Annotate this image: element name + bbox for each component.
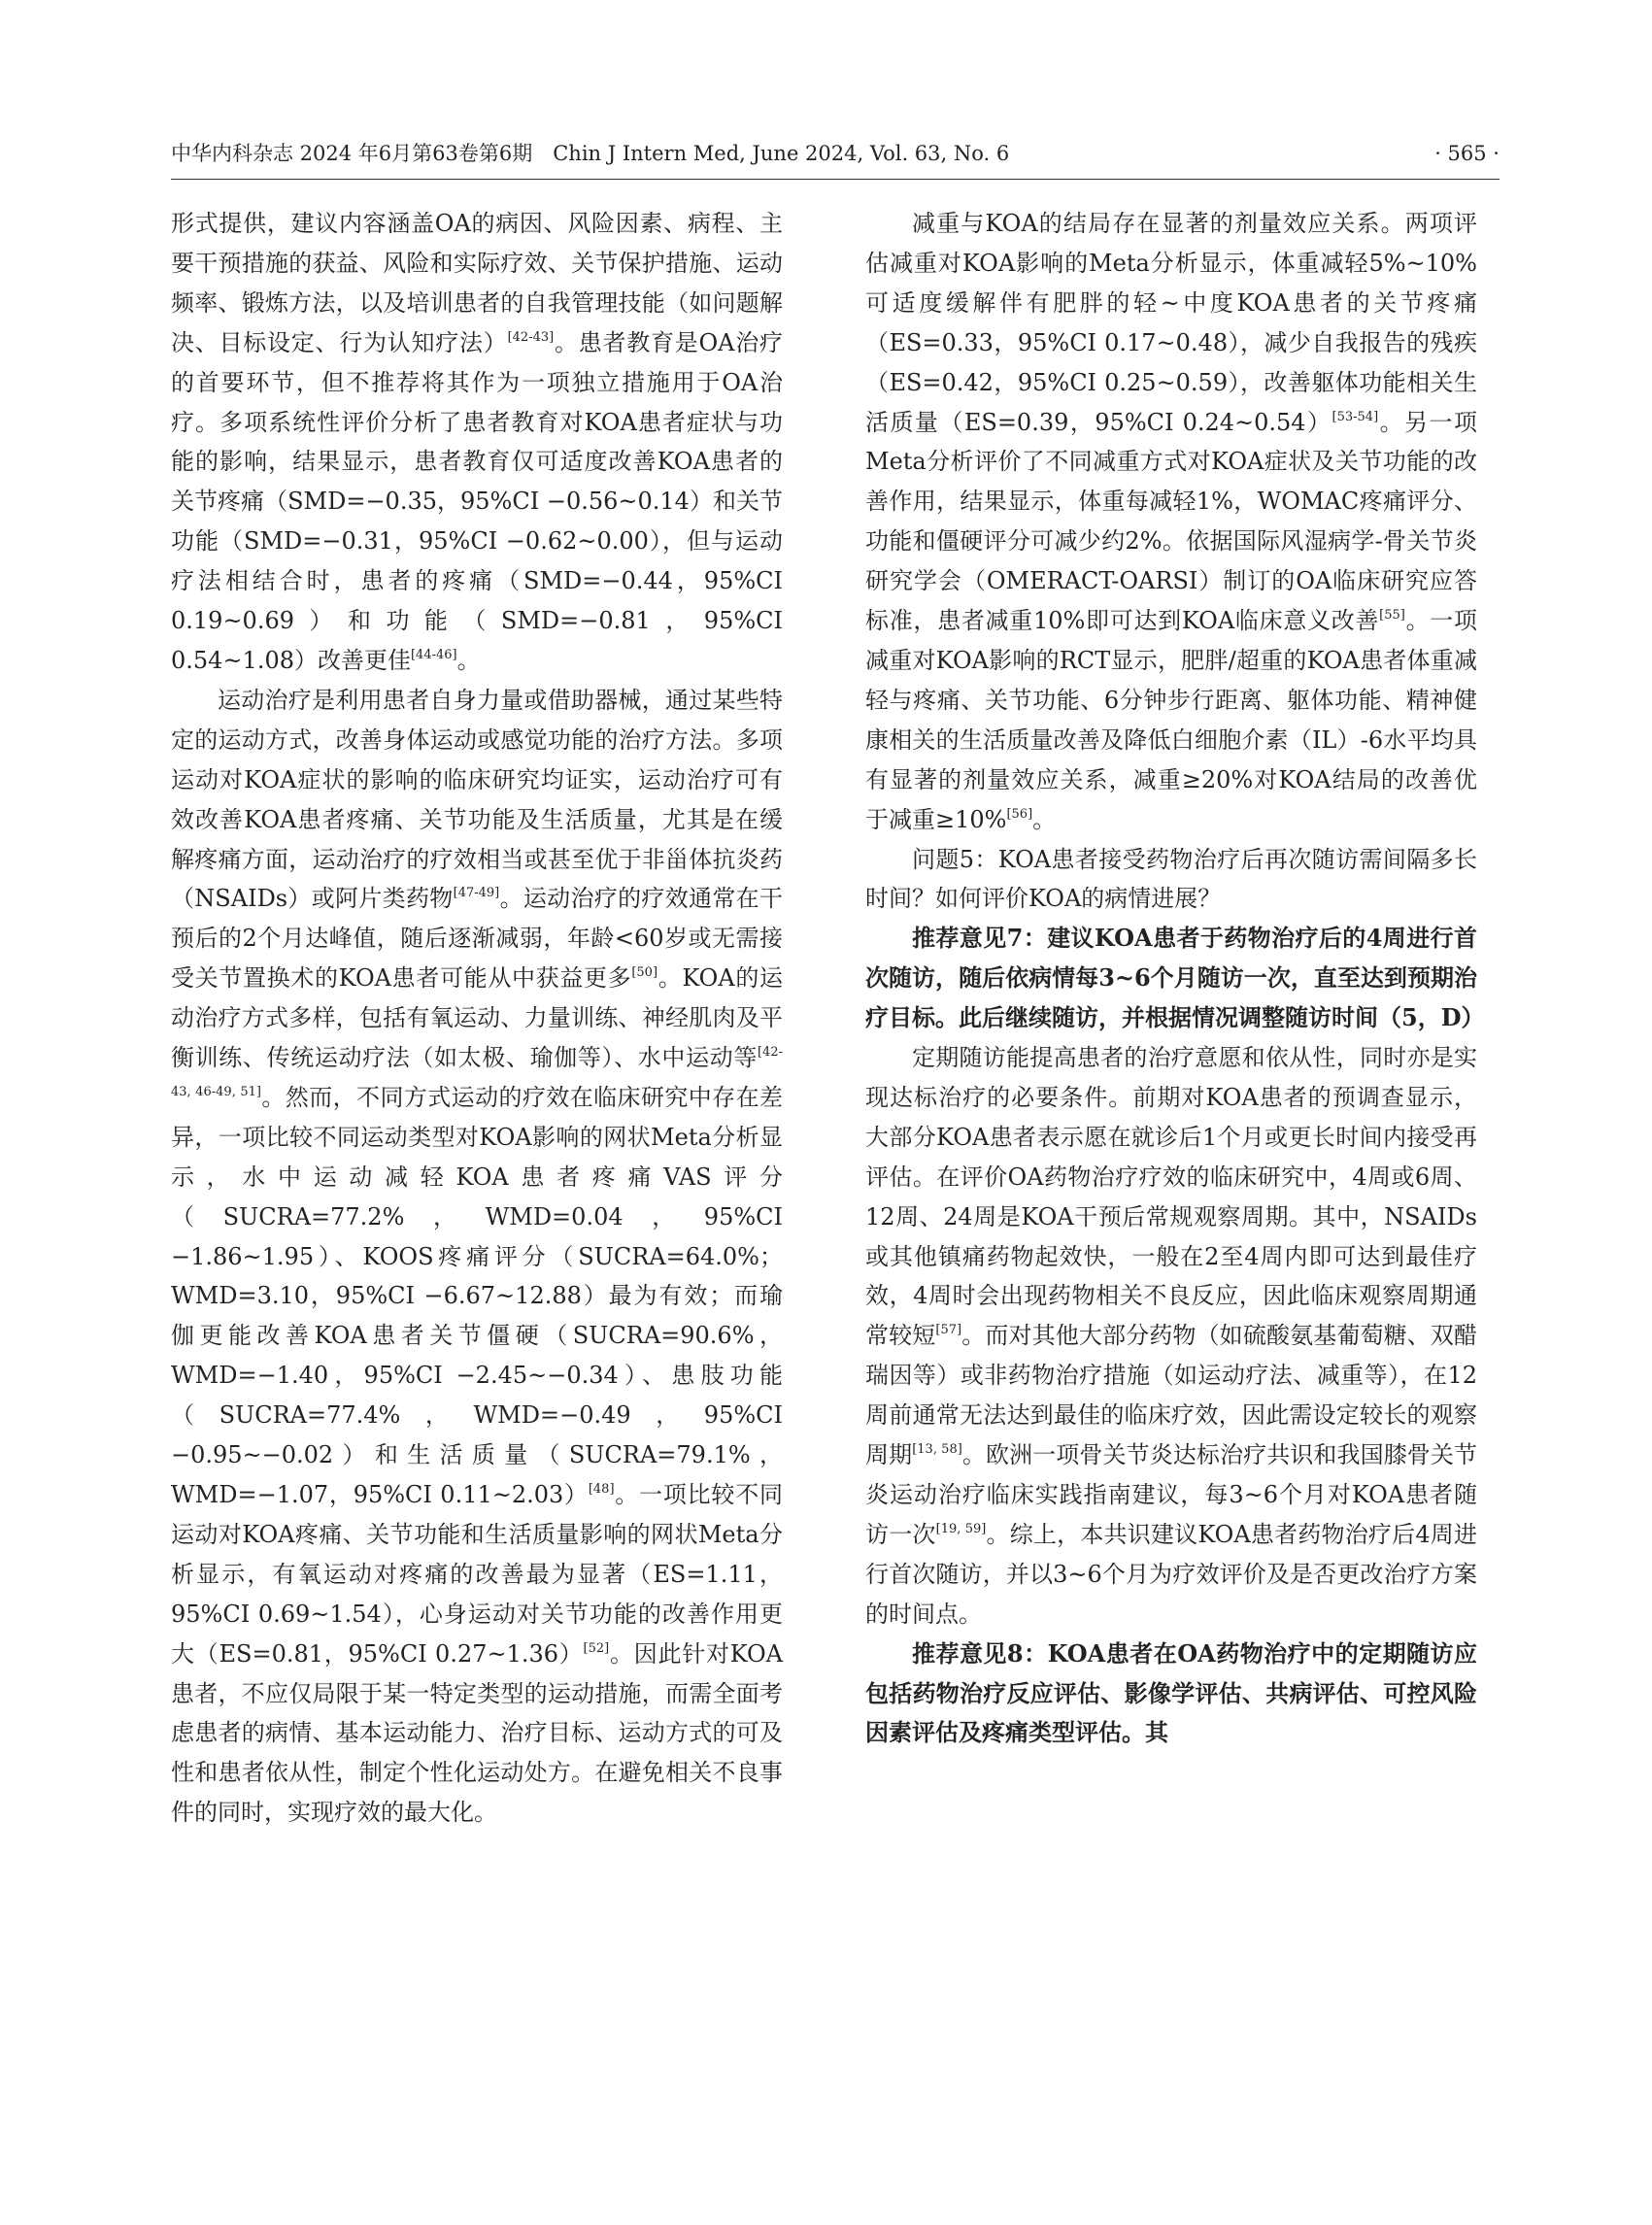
paragraph-follow-up: 定期随访能提高患者的治疗意愿和依从性，同时亦是实现达标治疗的必要条件。前期对KOA患者的预调查显示，大部分KOA患者表示愿在就诊后1个月或更长时间内接受再评估。在评价OA药物治疗疗效的临床研究中，4周或6周、12周、24周是KOA干预后常规观察周期。其中，NSAIDs或其他镇痛药物起效快，一般在2至4周内即可达到最佳疗效，4周时会出现药物相关不良反应，因此临床观察周期通常较短[57]。而对其他大部分药物（如硫酸氨基葡萄糖、双醋瑞因等）或非药物治疗措施（如运动疗法、减重等），在12周前通常无法达到最佳的临床疗效，因此需设定较长的观察周期[13, 58]。欧洲一项骨关节炎达标治疗共识和我国膝骨关节炎运动治疗临床实践指南建议，每3~6个月对KOA患者随访一次[19, 59]。综上，本共识建议KOA患者药物治疗后4周进行首次随访，并以3~6个月为疗效评价及是否更改治疗方案的时间点。 — [865, 1044, 1478, 1628]
citation: [53-54] — [1332, 409, 1379, 424]
paragraph-weight-loss: 减重与KOA的结局存在显著的剂量效应关系。两项评估减重对KOA影响的Meta分析显示，体重减轻5%~10%可适度缓解伴有肥胖的轻~中度KOA患者的关节疼痛（ES=0.33，95%CI 0.17~0.48），减少自我报告的残疾（ES=0.42，95%CI 0.25~0.59），改善躯体功能相关生活质量（ES=0.39，95%CI 0.24~0.54）[53-54]。另一项Meta分析评价了不同减重方式对KOA症状及关节功能的改善作用，结果显示，体重每减轻1%，WOMAC疼痛评分、功能和僵硬评分可减少约2%。依据国际风湿病学-骨关节炎研究学会（OMERACT-OARSI）制订的OA临床研究应答标准，患者减重10%即可达到KOA临床意义改善[55]。一项减重对KOA影响的RCT显示，肥胖/超重的KOA患者体重减轻与疼痛、关节功能、6分钟步行距离、躯体功能、精神健康相关的生活质量改善及降低白细胞介素（IL）-6水平均具有显著的剂量效应关系，减重≥20%对KOA结局的改善优于减重≥10%[56]。 — [865, 210, 1478, 833]
paragraph-exercise-therapy: 运动治疗是利用患者自身力量或借助器械，通过某些特定的运动方式，改善身体运动或感觉功能的治疗方法。多项运动对KOA症状的影响的临床研究均证实，运动治疗可有效改善KOA患者疼痛、关节功能及生活质量，尤其是在缓解疼痛方面，运动治疗的疗效相当或甚至优于非甾体抗炎药（NSAIDs）或阿片类药物[47-49]。运动治疗的疗效通常在干预后的2个月达峰值，随后逐渐减弱，年龄<60岁或无需接受关节置换术的KOA患者可能从中获益更多[50]。KOA的运动治疗方式多样，包括有氧运动、力量训练、神经肌肉及平衡训练、传统运动疗法（如太极、瑜伽等）、水中运动等[42-43, 46-49, 51]。然而，不同方式运动的疗效在临床研究中存在差异，一项比较不同运动类型对KOA影响的网状Meta分析显示，水中运动减轻KOA患者疼痛VAS评分（SUCRA=77.2%，WMD=0.04，95%CI −1.86~1.95）、KOOS疼痛评分（SUCRA=64.0%；WMD=3.10，95%CI −6.67~12.88）最为有效；而瑜伽更能改善KOA患者关节僵硬（SUCRA=90.6%，WMD=−1.40，95%CI −2.45~−0.34）、患肢功能（SUCRA=77.4%，WMD=−0.49，95%CI −0.95~−0.02）和生活质量（SUCRA=79.1%，WMD=−1.07，95%CI 0.11~2.03）[48]。一项比较不同运动对KOA疼痛、关节功能和生活质量影响的网状Meta分析显示，有氧运动对疼痛的改善最为显著（ES=1.11，95%CI 0.69~1.54），心身运动对关节功能的改善作用更大（ES=0.81，95%CI 0.27~1.36）[52]。因此针对KOA患者，不应仅局限于某一特定类型的运动措施，而需全面考虑患者的病情、基本运动能力、治疗目标、运动方式的可及性和患者依从性，制定个性化运动处方。在避免相关不良事件的同时，实现疗效的最大化。 — [171, 686, 784, 1827]
header-rule — [171, 179, 1500, 180]
citation: [47-49] — [453, 886, 500, 901]
citation: [55] — [1379, 608, 1405, 624]
recommendation-7: 推荐意见7：建议KOA患者于药物治疗后的4周进行首次随访，随后依病情每3~6个月随访一次，直至达到预期治疗目标。此后继续随访，并根据情况调整随访时间（5，D） — [865, 924, 1485, 1032]
citation: [42-43, 46-49, 51] — [171, 1045, 783, 1099]
citation: [57] — [935, 1323, 962, 1338]
citation: [50] — [631, 965, 658, 981]
citation: [19, 59] — [935, 1521, 987, 1536]
right-column — [865, 204, 1485, 1753]
citation: [48] — [588, 1482, 615, 1497]
paragraph-patient-education: 形式提供，建议内容涵盖OA的病因、风险因素、病程、主要干预措施的获益、风险和实际疗效、关节保护措施、运动频率、锻炼方法，以及培训患者的自我管理技能（如问题解决、目标设定、行为认知疗法）[42-43]。患者教育是OA治疗的首要环节，但不推荐将其作为一项独立措施用于OA治疗。多项系统性评价分析了患者教育对KOA患者症状与功能的影响，结果显示，患者教育仅可适度改善KOA患者的关节疼痛（SMD=−0.35，95%CI −0.56~0.14）和关节功能（SMD=−0.31，95%CI −0.62~0.00），但与运动疗法相结合时，患者的疼痛（SMD=−0.44，95%CI 0.19~0.69）和功能（SMD=−0.81，95%CI 0.54~1.08）改善更佳[44-46]。 — [171, 210, 784, 674]
left-column — [171, 204, 783, 1833]
running-header — [171, 134, 1500, 173]
question-5: 问题5：KOA患者接受药物治疗后再次随访需间隔多长时间？如何评价KOA的病情进展？ — [865, 845, 1477, 913]
citation: [13, 58] — [912, 1442, 962, 1458]
journal-citation: 中华内科杂志 2024 年6月第63卷第6期 Chin J Intern Med, June 2024, Vol. 63, No. 6 — [171, 142, 1010, 165]
page-number: · 565 · — [1434, 142, 1500, 165]
citation: [42-43] — [507, 329, 555, 345]
citation: [52] — [583, 1640, 610, 1656]
citation: [56] — [1006, 806, 1033, 822]
citation: [44-46] — [410, 647, 457, 662]
recommendation-8: 推荐意见8：KOA患者在OA药物治疗中的定期随访应包括药物治疗反应评估、影像学评估、共病评估、可控风险因素评估及疼痛类型评估。其 — [865, 1638, 1477, 1747]
